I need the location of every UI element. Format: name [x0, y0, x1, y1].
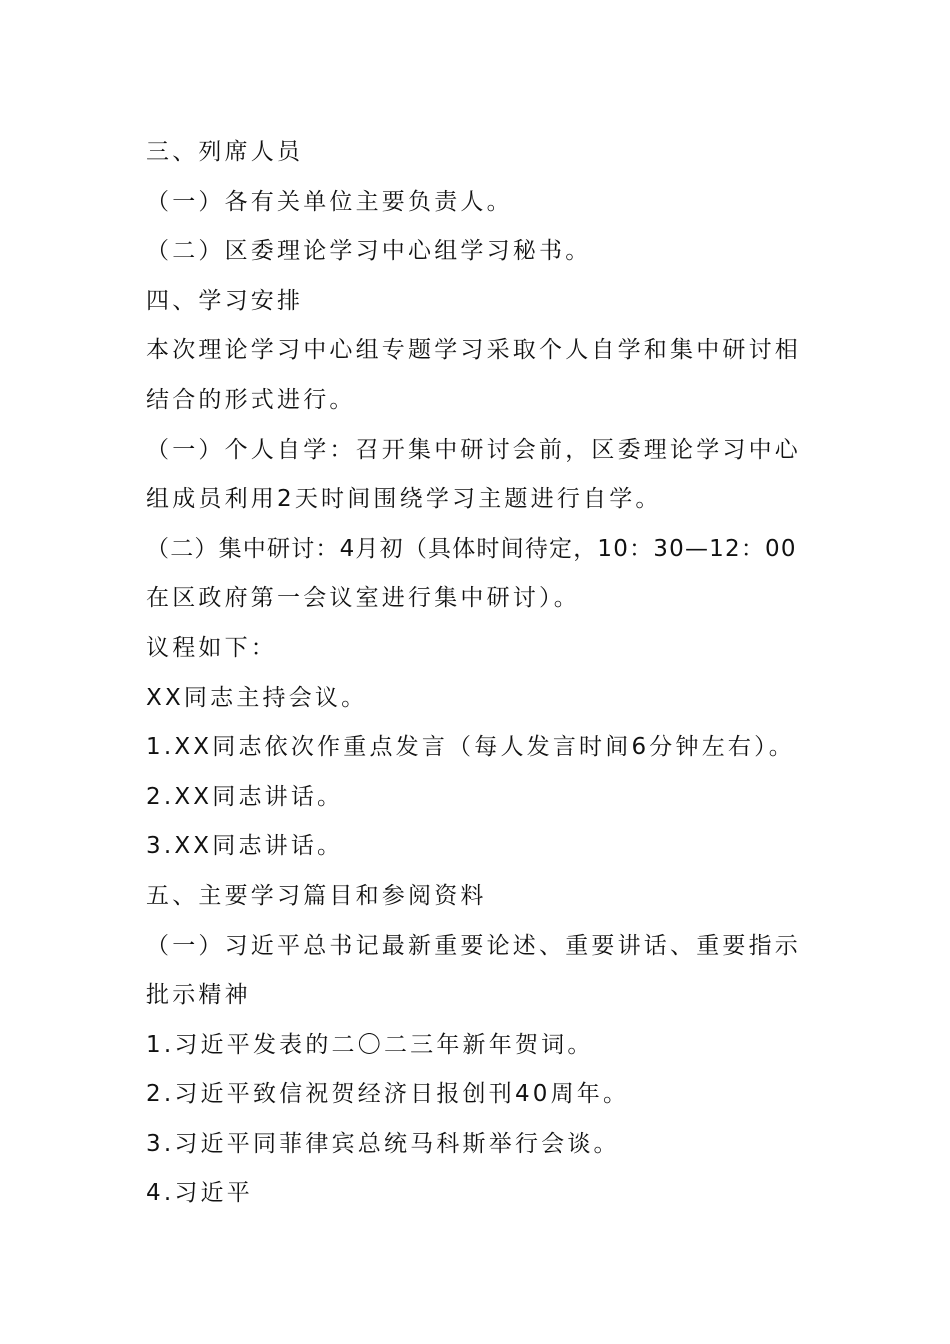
subsection-heading-materials-1: （一）习近平总书记最新重要论述、重要讲话、重要指示	[146, 932, 801, 959]
material-item-1: 1.习近平发表的二〇二三年新年贺词。	[146, 1031, 594, 1058]
document-body	[146, 128, 811, 1219]
paragraph-self-study: （一）个人自学：召开集中研讨会前，区委理论学习中心	[146, 436, 801, 463]
subsection-heading-materials-1-cont: 批示精神	[146, 982, 251, 1009]
paragraph-group-study-cont: 在区政府第一会议室进行集中研讨）。	[146, 585, 580, 612]
material-item-3: 3.习近平同菲律宾总统马科斯举行会谈。	[146, 1130, 620, 1157]
agenda-item-1: 1.XX同志依次作重点发言（每人发言时间6分钟左右）。	[146, 734, 795, 761]
paragraph-arrangement-intro: 本次理论学习中心组专题学习采取个人自学和集中研讨相	[146, 337, 801, 364]
paragraph-attendee-2: （二）区委理论学习中心组学习秘书。	[146, 238, 592, 265]
agenda-item-2: 2.XX同志讲话。	[146, 783, 344, 810]
agenda-item-host: XX同志主持会议。	[146, 684, 368, 711]
paragraph-arrangement-intro-cont: 结合的形式进行。	[146, 386, 356, 413]
material-item-4: 4.习近平	[146, 1180, 253, 1207]
paragraph-self-study-cont: 组成员利用2天时间围绕学习主题进行自学。	[146, 486, 662, 513]
material-item-2: 2.习近平致信祝贺经济日报创刊40周年。	[146, 1081, 630, 1108]
section-heading-materials: 五、主要学习篇目和参阅资料	[146, 882, 487, 909]
agenda-item-3: 3.XX同志讲话。	[146, 833, 344, 860]
agenda-heading: 议程如下：	[146, 634, 277, 661]
paragraph-attendee-1: （一）各有关单位主要负责人。	[146, 188, 513, 215]
section-heading-attendees: 三、列席人员	[146, 139, 304, 165]
section-heading-arrangement: 四、学习安排	[146, 287, 304, 314]
paragraph-group-study: （二）集中研讨：4月初（具体时间待定，10：30—12：00	[146, 535, 797, 562]
